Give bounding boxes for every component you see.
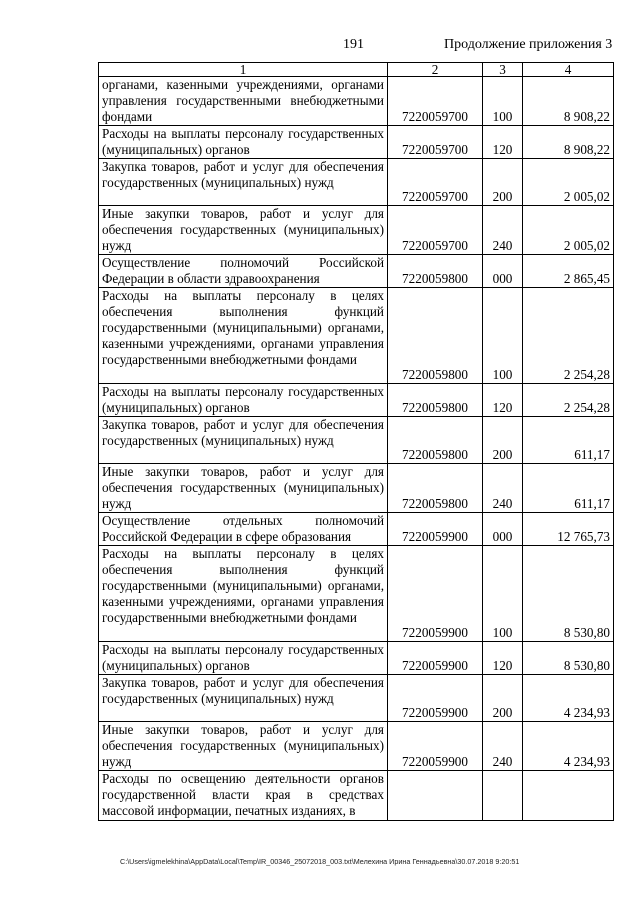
target-article-code: 7220059900 [388,675,483,722]
expense-type-code: 000 [483,255,523,288]
table-row [99,417,614,464]
amount-value: 2 005,02 [523,159,614,206]
target-article-code: 7220059800 [388,384,483,417]
amount-value: 611,17 [523,464,614,513]
column-number: 1 [99,63,388,77]
table-row [99,159,614,206]
table-row [99,384,614,417]
target-article-code: 7220059700 [388,206,483,255]
row-description: Расходы на выплаты персоналу в целях обеспечения выполнения функций государственными (муниципальными) органами, казенными учреждениями, органами управления государственными внебюджетными фондами [99,288,388,384]
target-article-code [388,771,483,821]
row-description: Закупка товаров, работ и услуг для обеспечения государственных (муниципальных) нужд [99,417,388,464]
expense-type-code: 200 [483,417,523,464]
row-description: Расходы по освещению деятельности органов государственной власти края в средствах массовой информации, печатных изданиях, в [99,771,388,821]
table-row [99,126,614,159]
table-row [99,288,614,384]
target-article-code: 7220059800 [388,288,483,384]
target-article-code: 7220059900 [388,642,483,675]
expense-type-code: 200 [483,159,523,206]
target-article-code: 7220059900 [388,546,483,642]
column-number: 3 [483,63,523,77]
row-description: Иные закупки товаров, работ и услуг для обеспечения государственных (муниципальных) нужд [99,206,388,255]
expense-type-code: 240 [483,206,523,255]
amount-value: 4 234,93 [523,722,614,771]
row-description: Осуществление полномочий Российской Федерации в области здравоохранения [99,255,388,288]
row-description: Осуществление отдельных полномочий Российской Федерации в сфере образования [99,513,388,546]
column-number: 2 [388,63,483,77]
expense-type-code [483,771,523,821]
target-article-code: 7220059900 [388,513,483,546]
budget-table [98,62,614,821]
row-description: Иные закупки товаров, работ и услуг для обеспечения государственных (муниципальных) нужд [99,464,388,513]
expense-type-code: 100 [483,77,523,126]
table-row [99,513,614,546]
table-row [99,722,614,771]
footer-file-path: C:\Users\igmelekhina\AppData\Local\Temp\IR_00346_25072018_003.txt\Мелехина Ирина Геннадьевна\30.07.2018 9:20:51 [120,857,520,866]
target-article-code: 7220059800 [388,255,483,288]
expense-type-code: 120 [483,384,523,417]
expense-type-code: 120 [483,642,523,675]
amount-value: 8 908,22 [523,77,614,126]
amount-value: 12 765,73 [523,513,614,546]
target-article-code: 7220059700 [388,126,483,159]
expense-type-code: 240 [483,722,523,771]
amount-value: 8 530,80 [523,546,614,642]
table-row [99,675,614,722]
amount-value: 2 254,28 [523,288,614,384]
expense-type-code: 000 [483,513,523,546]
amount-value: 8 530,80 [523,642,614,675]
expense-type-code: 100 [483,288,523,384]
row-description: Расходы на выплаты персоналу государственных (муниципальных) органов [99,384,388,417]
table-row [99,771,614,821]
target-article-code: 7220059900 [388,722,483,771]
row-description: Закупка товаров, работ и услуг для обеспечения государственных (муниципальных) нужд [99,159,388,206]
target-article-code: 7220059700 [388,159,483,206]
row-description: Иные закупки товаров, работ и услуг для обеспечения государственных (муниципальных) нужд [99,722,388,771]
table-row [99,642,614,675]
column-number-row [99,63,614,77]
table-row [99,206,614,255]
amount-value: 8 908,22 [523,126,614,159]
table-body [99,77,614,821]
amount-value: 2 005,02 [523,206,614,255]
target-article-code: 7220059700 [388,77,483,126]
row-description: Расходы на выплаты персоналу государственных (муниципальных) органов [99,642,388,675]
expense-type-code: 200 [483,675,523,722]
row-description: Закупка товаров, работ и услуг для обеспечения государственных (муниципальных) нужд [99,675,388,722]
continuation-label: Продолжение приложения 3 [444,37,613,52]
expense-type-code: 240 [483,464,523,513]
expense-type-code: 100 [483,546,523,642]
amount-value: 2 865,45 [523,255,614,288]
amount-value: 4 234,93 [523,675,614,722]
amount-value [523,771,614,821]
target-article-code: 7220059800 [388,417,483,464]
amount-value: 2 254,28 [523,384,614,417]
table-row [99,546,614,642]
table-row [99,255,614,288]
table-row [99,77,614,126]
row-description: Расходы на выплаты персоналу государственных (муниципальных) органов [99,126,388,159]
target-article-code: 7220059800 [388,464,483,513]
amount-value: 611,17 [523,417,614,464]
table-row [99,464,614,513]
column-number: 4 [523,63,614,77]
page-number: 191 [343,37,364,52]
row-description: Расходы на выплаты персоналу в целях обеспечения выполнения функций государственными (муниципальными) органами, казенными учреждениями, органами управления государственными внебюджетными фондами [99,546,388,642]
expense-type-code: 120 [483,126,523,159]
row-description: органами, казенными учреждениями, органами управления государственными внебюджетными фондами [99,77,388,126]
